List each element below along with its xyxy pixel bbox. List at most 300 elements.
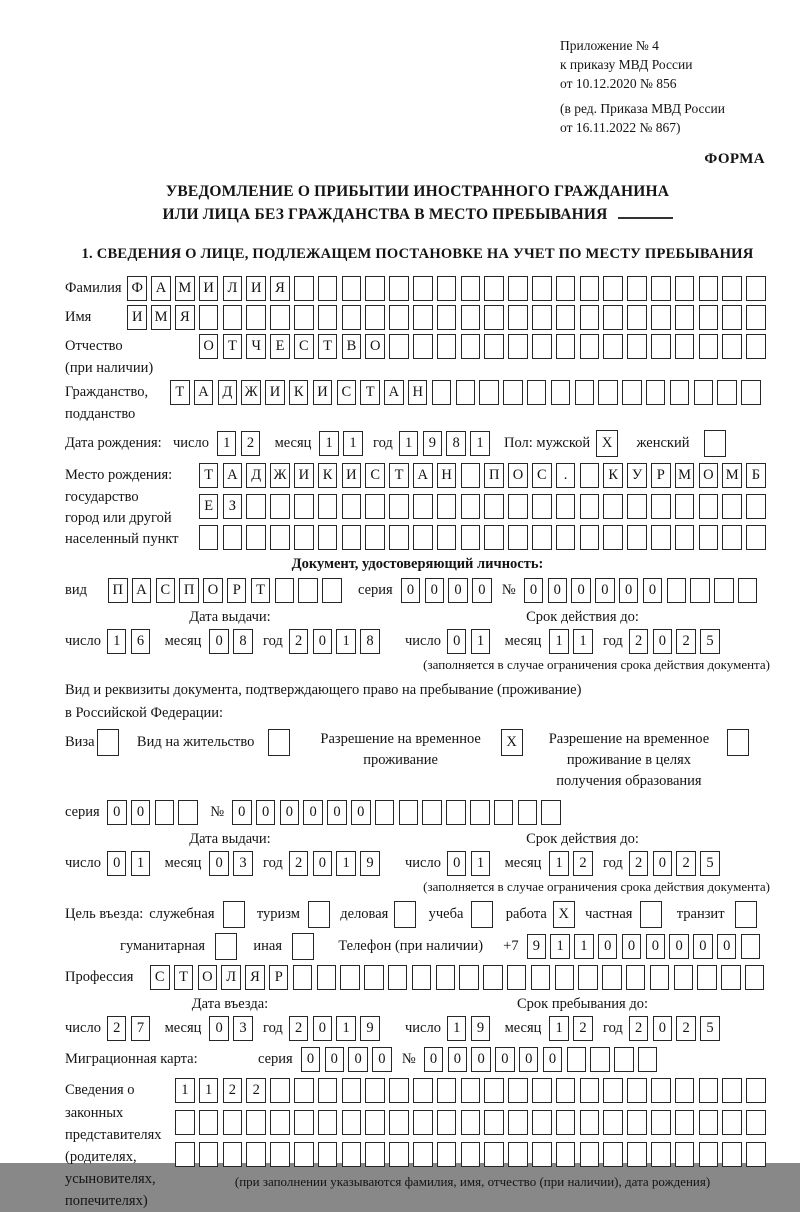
- char-box[interactable]: [223, 1142, 243, 1167]
- char-box[interactable]: 0: [495, 1047, 515, 1072]
- char-box[interactable]: Т: [170, 380, 190, 405]
- char-box[interactable]: О: [203, 578, 223, 603]
- patronymic-input[interactable]: [199, 334, 770, 359]
- char-box[interactable]: [697, 965, 717, 990]
- char-box[interactable]: 1: [447, 1016, 467, 1041]
- char-box[interactable]: 0: [313, 1016, 333, 1041]
- representatives-line1-input[interactable]: [175, 1078, 770, 1103]
- char-box[interactable]: [508, 1110, 528, 1135]
- char-box[interactable]: [461, 463, 481, 488]
- char-box[interactable]: [459, 965, 479, 990]
- char-box[interactable]: .: [556, 463, 576, 488]
- migcard-number-input[interactable]: [424, 1047, 662, 1072]
- char-box[interactable]: К: [318, 463, 338, 488]
- char-box[interactable]: А: [413, 463, 433, 488]
- char-box[interactable]: [532, 305, 552, 330]
- char-box[interactable]: [365, 1142, 385, 1167]
- char-box[interactable]: 0: [571, 578, 591, 603]
- char-box[interactable]: [456, 380, 476, 405]
- staydoc-issue-month-input[interactable]: [209, 851, 257, 876]
- char-box[interactable]: [437, 276, 457, 301]
- char-box[interactable]: 0: [595, 578, 615, 603]
- until-month-input[interactable]: [549, 1016, 597, 1041]
- char-box[interactable]: Т: [223, 334, 243, 359]
- char-box[interactable]: 1: [471, 851, 491, 876]
- char-box[interactable]: [651, 334, 671, 359]
- char-box[interactable]: И: [265, 380, 285, 405]
- char-box[interactable]: [342, 1110, 362, 1135]
- char-box[interactable]: 0: [471, 1047, 491, 1072]
- char-box[interactable]: [699, 1142, 719, 1167]
- char-box[interactable]: [699, 1078, 719, 1103]
- char-box[interactable]: [556, 494, 576, 519]
- char-box[interactable]: 1: [336, 629, 356, 654]
- char-box[interactable]: 0: [646, 934, 666, 959]
- char-box[interactable]: М: [151, 305, 171, 330]
- char-box[interactable]: [699, 334, 719, 359]
- char-box[interactable]: [722, 494, 742, 519]
- char-box[interactable]: [675, 1078, 695, 1103]
- char-box[interactable]: 1: [336, 1016, 356, 1041]
- char-box[interactable]: 0: [622, 934, 642, 959]
- char-box[interactable]: [651, 276, 671, 301]
- purpose-study-checkbox[interactable]: [471, 901, 497, 928]
- char-box[interactable]: [722, 1142, 742, 1167]
- sex-female-checkbox[interactable]: [704, 430, 730, 457]
- char-box[interactable]: [413, 276, 433, 301]
- char-box[interactable]: [484, 1078, 504, 1103]
- char-box[interactable]: [389, 305, 409, 330]
- char-box[interactable]: [461, 276, 481, 301]
- char-box[interactable]: [746, 1142, 766, 1167]
- char-box[interactable]: [675, 305, 695, 330]
- temp-residence-edu-checkbox[interactable]: [727, 729, 753, 756]
- char-box[interactable]: 2: [676, 629, 696, 654]
- char-box[interactable]: [294, 494, 314, 519]
- birth-day-input[interactable]: [217, 431, 265, 456]
- char-box[interactable]: 1: [550, 934, 570, 959]
- char-box[interactable]: 0: [256, 800, 276, 825]
- char-box[interactable]: Ж: [241, 380, 261, 405]
- purpose-humanitarian-checkbox[interactable]: [215, 933, 241, 960]
- iddoc-number-input[interactable]: [524, 578, 762, 603]
- char-box[interactable]: [580, 463, 600, 488]
- char-box[interactable]: [268, 729, 290, 756]
- char-box[interactable]: [97, 729, 119, 756]
- char-box[interactable]: [603, 1078, 623, 1103]
- char-box[interactable]: 0: [548, 578, 568, 603]
- char-box[interactable]: С: [365, 463, 385, 488]
- char-box[interactable]: [532, 1078, 552, 1103]
- char-box[interactable]: 0: [107, 851, 127, 876]
- char-box[interactable]: [603, 494, 623, 519]
- char-box[interactable]: 9: [471, 1016, 491, 1041]
- char-box[interactable]: [722, 1110, 742, 1135]
- char-box[interactable]: [704, 430, 726, 457]
- char-box[interactable]: М: [722, 463, 742, 488]
- sex-male-checkbox[interactable]: [596, 430, 622, 457]
- char-box[interactable]: [461, 525, 481, 550]
- char-box[interactable]: [651, 1142, 671, 1167]
- char-box[interactable]: [532, 525, 552, 550]
- char-box[interactable]: [627, 1078, 647, 1103]
- char-box[interactable]: [413, 1110, 433, 1135]
- char-box[interactable]: [389, 494, 409, 519]
- char-box[interactable]: [714, 578, 734, 603]
- char-box[interactable]: [270, 525, 290, 550]
- char-box[interactable]: Б: [746, 463, 766, 488]
- char-box[interactable]: [699, 1110, 719, 1135]
- char-box[interactable]: Т: [199, 463, 219, 488]
- char-box[interactable]: С: [150, 965, 170, 990]
- char-box[interactable]: А: [194, 380, 214, 405]
- char-box[interactable]: [413, 1142, 433, 1167]
- staydoc-valid-month-input[interactable]: [549, 851, 597, 876]
- birth-month-input[interactable]: [319, 431, 367, 456]
- char-box[interactable]: [603, 334, 623, 359]
- char-box[interactable]: [674, 965, 694, 990]
- char-box[interactable]: [394, 901, 416, 928]
- char-box[interactable]: [532, 334, 552, 359]
- char-box[interactable]: 6: [131, 629, 151, 654]
- char-box[interactable]: [413, 334, 433, 359]
- char-box[interactable]: Д: [218, 380, 238, 405]
- char-box[interactable]: [461, 334, 481, 359]
- char-box[interactable]: [627, 334, 647, 359]
- char-box[interactable]: [432, 380, 452, 405]
- char-box[interactable]: [532, 1142, 552, 1167]
- char-box[interactable]: [556, 1142, 576, 1167]
- char-box[interactable]: [389, 1078, 409, 1103]
- iddoc-issue-year-input[interactable]: [289, 629, 384, 654]
- char-box[interactable]: 2: [573, 851, 593, 876]
- char-box[interactable]: 1: [175, 1078, 195, 1103]
- char-box[interactable]: [556, 525, 576, 550]
- char-box[interactable]: 0: [717, 934, 737, 959]
- char-box[interactable]: 1: [574, 934, 594, 959]
- until-year-input[interactable]: [629, 1016, 724, 1041]
- char-box[interactable]: [508, 525, 528, 550]
- char-box[interactable]: [437, 305, 457, 330]
- char-box[interactable]: О: [508, 463, 528, 488]
- char-box[interactable]: [507, 965, 527, 990]
- char-box[interactable]: [437, 334, 457, 359]
- staydoc-series-input[interactable]: [107, 800, 202, 825]
- char-box[interactable]: [322, 578, 342, 603]
- char-box[interactable]: [722, 276, 742, 301]
- char-box[interactable]: [155, 800, 175, 825]
- staydoc-issue-day-input[interactable]: [107, 851, 155, 876]
- char-box[interactable]: [365, 525, 385, 550]
- char-box[interactable]: М: [175, 276, 195, 301]
- char-box[interactable]: [727, 729, 749, 756]
- char-box[interactable]: 0: [448, 1047, 468, 1072]
- entry-month-input[interactable]: [209, 1016, 257, 1041]
- char-box[interactable]: [746, 276, 766, 301]
- char-box[interactable]: 0: [447, 851, 467, 876]
- char-box[interactable]: 0: [524, 578, 544, 603]
- char-box[interactable]: [246, 1142, 266, 1167]
- char-box[interactable]: 0: [543, 1047, 563, 1072]
- char-box[interactable]: [389, 334, 409, 359]
- char-box[interactable]: [484, 525, 504, 550]
- char-box[interactable]: [699, 494, 719, 519]
- entry-year-input[interactable]: [289, 1016, 384, 1041]
- char-box[interactable]: [508, 1078, 528, 1103]
- char-box[interactable]: 0: [313, 629, 333, 654]
- char-box[interactable]: [575, 380, 595, 405]
- representatives-line2-input[interactable]: [175, 1110, 770, 1135]
- char-box[interactable]: [598, 380, 618, 405]
- char-box[interactable]: П: [108, 578, 128, 603]
- char-box[interactable]: [275, 578, 295, 603]
- char-box[interactable]: [318, 525, 338, 550]
- char-box[interactable]: [622, 380, 642, 405]
- char-box[interactable]: 0: [209, 851, 229, 876]
- char-box[interactable]: [627, 1110, 647, 1135]
- char-box[interactable]: [580, 1078, 600, 1103]
- char-box[interactable]: [246, 305, 266, 330]
- char-box[interactable]: [651, 1078, 671, 1103]
- char-box[interactable]: [745, 965, 765, 990]
- char-box[interactable]: [721, 965, 741, 990]
- char-box[interactable]: [580, 334, 600, 359]
- char-box[interactable]: [294, 1110, 314, 1135]
- char-box[interactable]: [364, 965, 384, 990]
- char-box[interactable]: [365, 305, 385, 330]
- char-box[interactable]: 0: [424, 1047, 444, 1072]
- char-box[interactable]: [627, 276, 647, 301]
- char-box[interactable]: 1: [217, 431, 237, 456]
- char-box[interactable]: 2: [241, 431, 261, 456]
- char-box[interactable]: [503, 380, 523, 405]
- char-box[interactable]: [675, 525, 695, 550]
- char-box[interactable]: [741, 380, 761, 405]
- char-box[interactable]: [199, 1142, 219, 1167]
- char-box[interactable]: Т: [174, 965, 194, 990]
- char-box[interactable]: [627, 1142, 647, 1167]
- char-box[interactable]: [270, 1142, 290, 1167]
- char-box[interactable]: 1: [343, 431, 363, 456]
- char-box[interactable]: 8: [233, 629, 253, 654]
- char-box[interactable]: [246, 1110, 266, 1135]
- char-box[interactable]: [342, 1142, 362, 1167]
- char-box[interactable]: 2: [573, 1016, 593, 1041]
- char-box[interactable]: [651, 1110, 671, 1135]
- char-box[interactable]: [508, 334, 528, 359]
- char-box[interactable]: [223, 525, 243, 550]
- char-box[interactable]: [527, 380, 547, 405]
- char-box[interactable]: С: [532, 463, 552, 488]
- char-box[interactable]: [556, 305, 576, 330]
- char-box[interactable]: Л: [221, 965, 241, 990]
- char-box[interactable]: [556, 334, 576, 359]
- char-box[interactable]: [215, 933, 237, 960]
- char-box[interactable]: 2: [676, 851, 696, 876]
- char-box[interactable]: [651, 305, 671, 330]
- char-box[interactable]: 1: [549, 1016, 569, 1041]
- char-box[interactable]: 2: [289, 851, 309, 876]
- char-box[interactable]: [483, 965, 503, 990]
- char-box[interactable]: [603, 1110, 623, 1135]
- char-box[interactable]: 1: [131, 851, 151, 876]
- char-box[interactable]: 0: [448, 578, 468, 603]
- char-box[interactable]: [590, 1047, 610, 1072]
- char-box[interactable]: [342, 525, 362, 550]
- char-box[interactable]: [484, 1110, 504, 1135]
- char-box[interactable]: 5: [700, 851, 720, 876]
- char-box[interactable]: 0: [280, 800, 300, 825]
- char-box[interactable]: [640, 901, 662, 928]
- char-box[interactable]: [508, 276, 528, 301]
- char-box[interactable]: 0: [401, 578, 421, 603]
- char-box[interactable]: [413, 305, 433, 330]
- visa-checkbox[interactable]: [97, 729, 123, 756]
- char-box[interactable]: [603, 276, 623, 301]
- purpose-transit-checkbox[interactable]: [735, 901, 761, 928]
- char-box[interactable]: [389, 1110, 409, 1135]
- char-box[interactable]: [541, 800, 561, 825]
- char-box[interactable]: [555, 965, 575, 990]
- char-box[interactable]: 9: [423, 431, 443, 456]
- char-box[interactable]: 1: [549, 629, 569, 654]
- char-box[interactable]: 0: [301, 1047, 321, 1072]
- char-box[interactable]: [342, 1078, 362, 1103]
- char-box[interactable]: 1: [107, 629, 127, 654]
- iddoc-issue-month-input[interactable]: [209, 629, 257, 654]
- char-box[interactable]: [375, 800, 395, 825]
- char-box[interactable]: Л: [223, 276, 243, 301]
- char-box[interactable]: [365, 1110, 385, 1135]
- char-box[interactable]: [175, 1110, 195, 1135]
- char-box[interactable]: X: [553, 901, 575, 928]
- char-box[interactable]: 0: [351, 800, 371, 825]
- char-box[interactable]: Д: [246, 463, 266, 488]
- char-box[interactable]: [318, 1142, 338, 1167]
- iddoc-series-input[interactable]: [401, 578, 496, 603]
- char-box[interactable]: С: [337, 380, 357, 405]
- char-box[interactable]: [399, 800, 419, 825]
- char-box[interactable]: 1: [199, 1078, 219, 1103]
- char-box[interactable]: 1: [470, 431, 490, 456]
- char-box[interactable]: [437, 1142, 457, 1167]
- char-box[interactable]: [293, 965, 313, 990]
- char-box[interactable]: [470, 800, 490, 825]
- char-box[interactable]: [551, 380, 571, 405]
- char-box[interactable]: Р: [227, 578, 247, 603]
- char-box[interactable]: 0: [232, 800, 252, 825]
- char-box[interactable]: 0: [325, 1047, 345, 1072]
- char-box[interactable]: О: [365, 334, 385, 359]
- char-box[interactable]: [694, 380, 714, 405]
- char-box[interactable]: [484, 494, 504, 519]
- char-box[interactable]: [667, 578, 687, 603]
- char-box[interactable]: [318, 305, 338, 330]
- purpose-other-checkbox[interactable]: [292, 933, 318, 960]
- char-box[interactable]: 0: [643, 578, 663, 603]
- char-box[interactable]: [651, 494, 671, 519]
- char-box[interactable]: [646, 380, 666, 405]
- char-box[interactable]: 0: [313, 851, 333, 876]
- char-box[interactable]: [603, 525, 623, 550]
- char-box[interactable]: [675, 494, 695, 519]
- char-box[interactable]: 0: [653, 851, 673, 876]
- char-box[interactable]: 2: [107, 1016, 127, 1041]
- char-box[interactable]: [531, 965, 551, 990]
- entry-day-input[interactable]: [107, 1016, 155, 1041]
- char-box[interactable]: 0: [619, 578, 639, 603]
- char-box[interactable]: [413, 525, 433, 550]
- char-box[interactable]: [532, 1110, 552, 1135]
- char-box[interactable]: 1: [573, 629, 593, 654]
- char-box[interactable]: 1: [319, 431, 339, 456]
- char-box[interactable]: [461, 494, 481, 519]
- char-box[interactable]: И: [313, 380, 333, 405]
- char-box[interactable]: [699, 276, 719, 301]
- char-box[interactable]: [567, 1047, 587, 1072]
- char-box[interactable]: [318, 276, 338, 301]
- char-box[interactable]: М: [675, 463, 695, 488]
- char-box[interactable]: [603, 1142, 623, 1167]
- char-box[interactable]: [461, 1142, 481, 1167]
- char-box[interactable]: 9: [360, 851, 380, 876]
- char-box[interactable]: [461, 1078, 481, 1103]
- char-box[interactable]: Н: [437, 463, 457, 488]
- char-box[interactable]: [746, 1110, 766, 1135]
- char-box[interactable]: [508, 1142, 528, 1167]
- char-box[interactable]: [270, 1078, 290, 1103]
- char-box[interactable]: [365, 1078, 385, 1103]
- char-box[interactable]: [627, 305, 647, 330]
- char-box[interactable]: [508, 494, 528, 519]
- char-box[interactable]: [223, 1110, 243, 1135]
- purpose-private-checkbox[interactable]: [640, 901, 666, 928]
- char-box[interactable]: [602, 965, 622, 990]
- char-box[interactable]: [389, 1142, 409, 1167]
- char-box[interactable]: 2: [289, 1016, 309, 1041]
- migcard-series-input[interactable]: [301, 1047, 396, 1072]
- char-box[interactable]: [436, 965, 456, 990]
- char-box[interactable]: К: [289, 380, 309, 405]
- char-box[interactable]: [389, 276, 409, 301]
- char-box[interactable]: 0: [348, 1047, 368, 1072]
- char-box[interactable]: [580, 1142, 600, 1167]
- char-box[interactable]: 0: [131, 800, 151, 825]
- representatives-line3-input[interactable]: [175, 1142, 770, 1167]
- char-box[interactable]: [650, 965, 670, 990]
- char-box[interactable]: Р: [269, 965, 289, 990]
- char-box[interactable]: [717, 380, 737, 405]
- char-box[interactable]: [735, 901, 757, 928]
- char-box[interactable]: [342, 494, 362, 519]
- char-box[interactable]: [675, 276, 695, 301]
- char-box[interactable]: И: [294, 463, 314, 488]
- char-box[interactable]: Т: [360, 380, 380, 405]
- char-box[interactable]: [246, 525, 266, 550]
- char-box[interactable]: [746, 525, 766, 550]
- char-box[interactable]: 8: [446, 431, 466, 456]
- staydoc-valid-year-input[interactable]: [629, 851, 724, 876]
- char-box[interactable]: X: [596, 430, 618, 457]
- char-box[interactable]: [199, 1110, 219, 1135]
- char-box[interactable]: 0: [519, 1047, 539, 1072]
- char-box[interactable]: [199, 305, 219, 330]
- char-box[interactable]: П: [484, 463, 504, 488]
- firstname-input[interactable]: [127, 305, 770, 330]
- char-box[interactable]: 2: [629, 851, 649, 876]
- iddoc-valid-year-input[interactable]: [629, 629, 724, 654]
- char-box[interactable]: [722, 525, 742, 550]
